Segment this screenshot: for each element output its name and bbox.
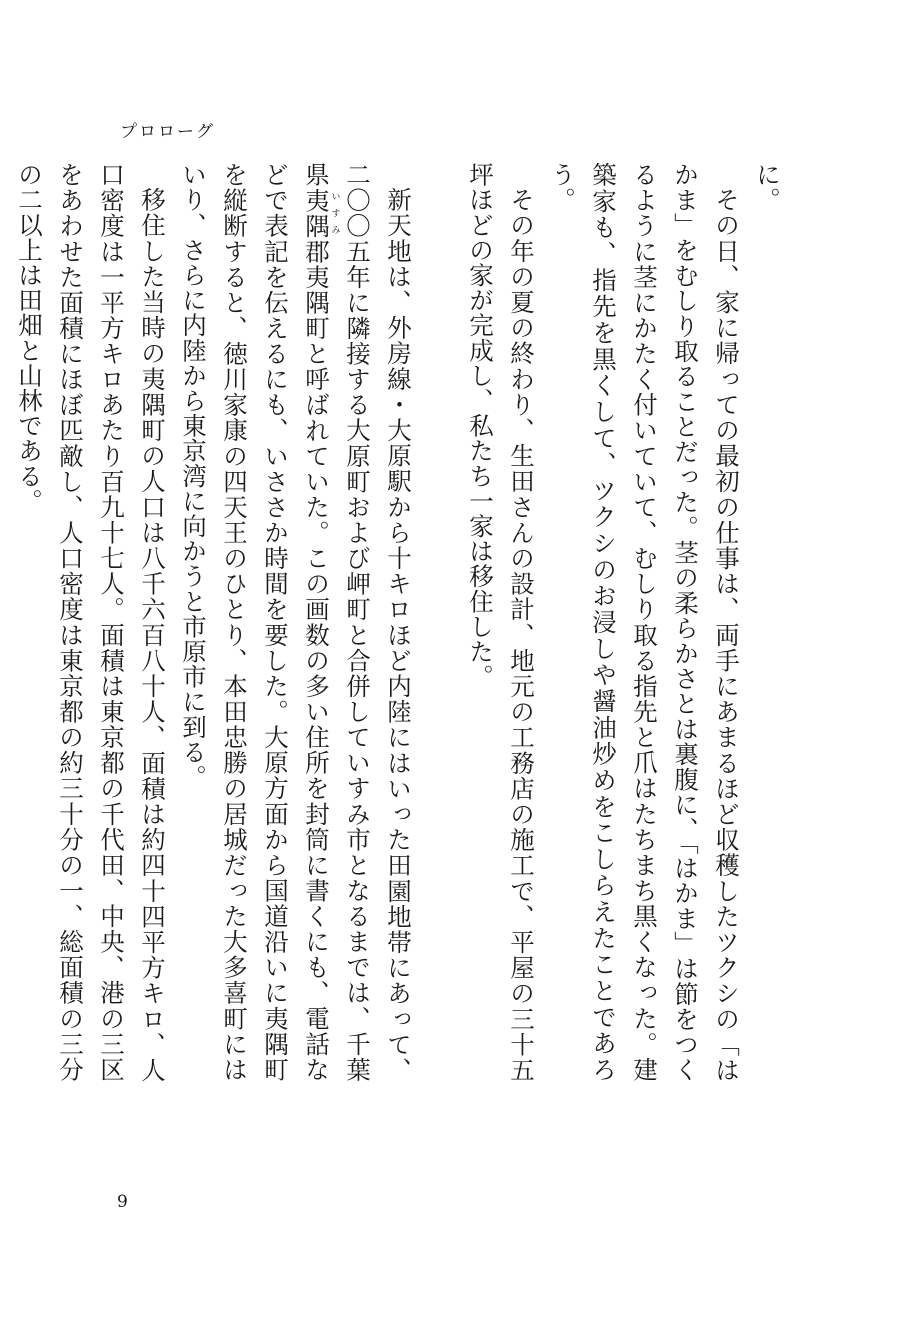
paragraph-population: 移住した当時の夷隅町の人口は八千六百八十人、面積は約四十四平方キロ、人口密度は一平方キロあたり百九十七人。面積は東京都の千代田、中央、港の三区をあわせた面積にほぼ匹敵し、人口密度は東京都の約三十分の一、総面積の三分の二以上は田畑と山林である。 [15,162,167,1082]
paragraph-tsukushi: その日、家に帰っての最初の仕事は、両手にあまるほど収穫したツクシの「はかま」をむしり取ることだった。茎の柔らかさとは裏腹に、「はかま」は節をつくるように茎にかたく付いていて、むしり取る指先と爪はたちまち黒くなった。建築家も、指先を黒くして、ツクシのお浸しや醤油炒めをこしらえたことであろう。 [548,162,741,1082]
paragraph-new-land-part-2: 郡夷隅町と呼ばれていた。この画数の多い住所を封筒に書くにも、電話などで表記を伝えるにも、いささか時間を要した。大原方面から国道沿いに夷隅町を縦断すると、徳川家康の四天王のひとり、本田忠勝の居城だった大多喜町にはいり、さらに内陸から東京湾に向かうと市原市に到る。 [179,162,331,1082]
body-text [15,162,788,1082]
isumi-ruby-reading: いすみ [329,187,340,239]
paragraph-new-land [173,162,419,1082]
paragraph-continuation: に。 [753,162,782,213]
paragraph-new-land-part-1: 新天地は、外房線・大原駅から十キロほど内陸にはいった田園地帯にあって、二〇〇五年に隣接する大原町および岬町と合併していすみ市となるまでは、千葉県 [302,162,413,1082]
running-head-title: プロローグ [120,122,215,142]
isumi-ruby [302,187,340,239]
page-number: 9 [117,1192,128,1212]
scene-break [419,162,460,1082]
isumi-ruby-base: 夷隅 [302,187,331,239]
paragraph-house-completed: その年の夏の終わり、生田さんの設計、地元の工務店の施工で、平屋の三十五坪ほどの家が完成し、私たち一家は移住した。 [466,162,536,1082]
